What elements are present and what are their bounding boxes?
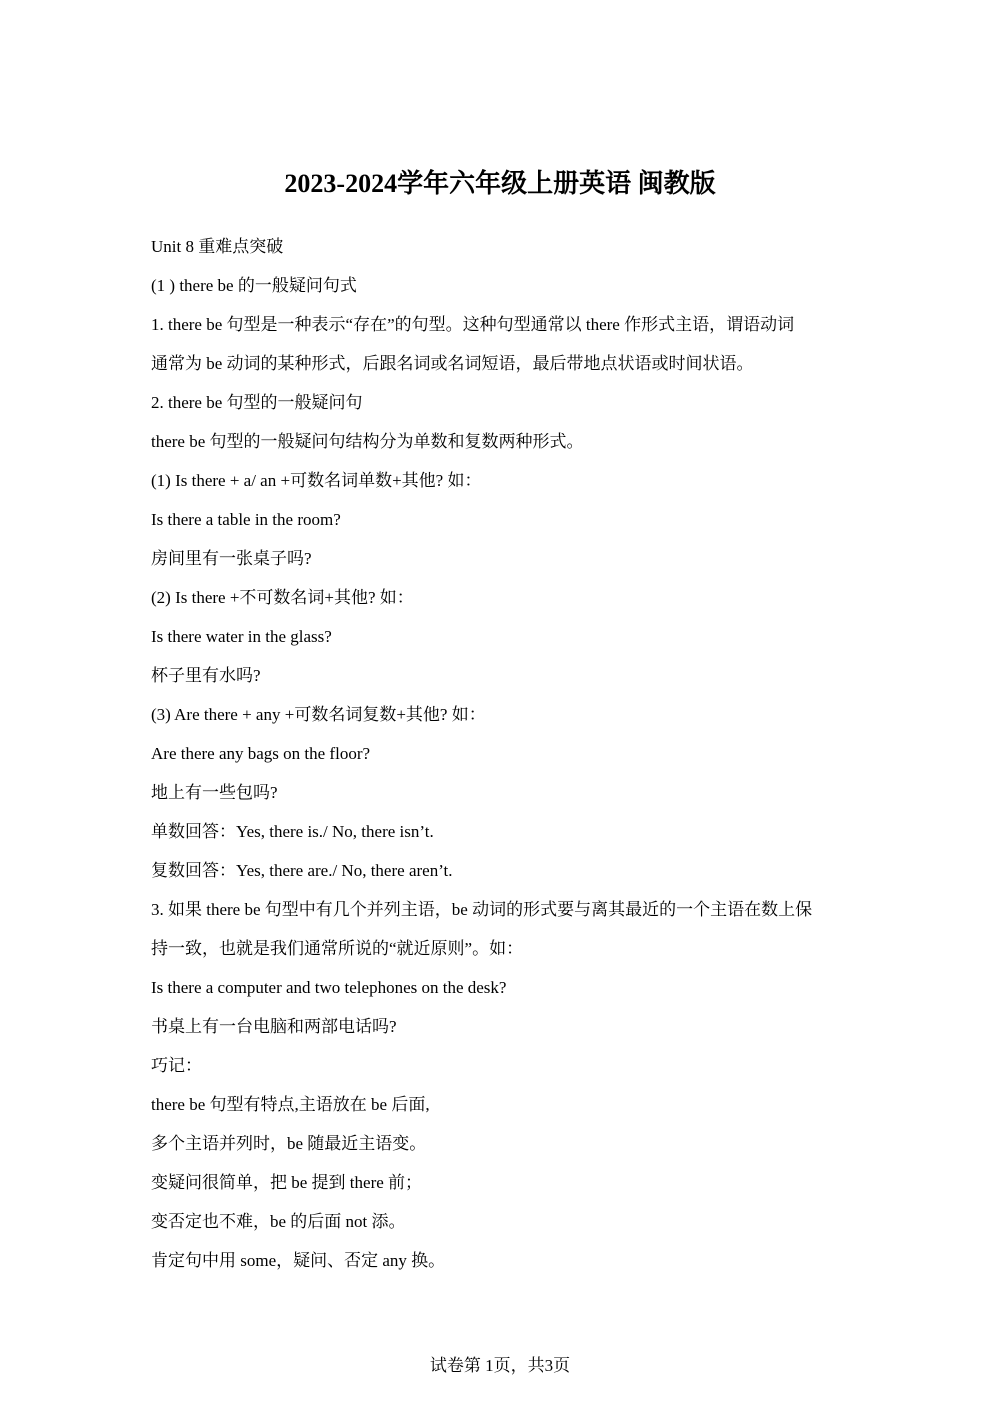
mnemonic-line: 多个主语并列时，be 随最近主语变。 [151,1134,427,1153]
rule-line: (3) Are there + any +可数名词复数+其他? 如： [151,705,486,724]
paragraph-line: 1. there be 句型是一种表示“存在”的句型。这种句型通常以 there 作形式主语，谓语动词 [151,315,795,334]
section-heading: (1 ) there be 的一般疑问句式 [151,276,357,295]
paragraph-line: there be 句型的一般疑问句结构分为单数和复数两种形式。 [151,432,584,451]
example-sentence: Is there water in the glass? [151,627,332,646]
example-translation: 地上有一些包吗? [151,783,278,802]
mnemonic-line: 变否定也不难，be 的后面 not 添。 [151,1212,406,1231]
answer-line: 复数回答：Yes, there are./ No, there aren’t. [151,861,453,880]
example-translation: 房间里有一张桌子吗? [151,549,312,568]
example-sentence: Is there a table in the room? [151,510,341,529]
document-body [151,227,851,1280]
example-sentence: Is there a computer and two telephones on the desk? [151,978,507,997]
page-footer: 试卷第 1页，共3页 [429,1356,571,1375]
unit-heading: Unit 8 重难点突破 [151,237,284,256]
mnemonic-line: there be 句型有特点,主语放在 be 后面, [151,1095,430,1114]
paragraph-line: 3. 如果 there be 句型中有几个并列主语，be 动词的形式要与离其最近的一个主语在数上保 [151,900,813,919]
mnemonic-heading: 巧记： [151,1056,202,1075]
answer-line: 单数回答：Yes, there is./ No, there isn’t. [151,822,434,841]
example-sentence: Are there any bags on the floor? [151,744,371,763]
mnemonic-line: 肯定句中用 some，疑问、否定 any 换。 [151,1251,446,1270]
paragraph-line: 持一致，也就是我们通常所说的“就近原则”。如： [151,939,524,958]
rule-line: (1) Is there + a/ an +可数名词单数+其他? 如： [151,471,482,490]
example-translation: 书桌上有一台电脑和两部电话吗? [151,1017,397,1036]
mnemonic-line: 变疑问很简单，把 be 提到 there 前； [151,1173,423,1192]
rule-line: (2) Is there +不可数名词+其他? 如： [151,588,414,607]
section-heading: 2. there be 句型的一般疑问句 [151,393,363,412]
document-title: 2023-2024学年六年级上册英语 闽教版 [284,169,716,198]
paragraph-line: 通常为 be 动词的某种形式，后跟名词或名词短语，最后带地点状语或时间状语。 [151,354,754,373]
example-translation: 杯子里有水吗? [151,666,261,685]
